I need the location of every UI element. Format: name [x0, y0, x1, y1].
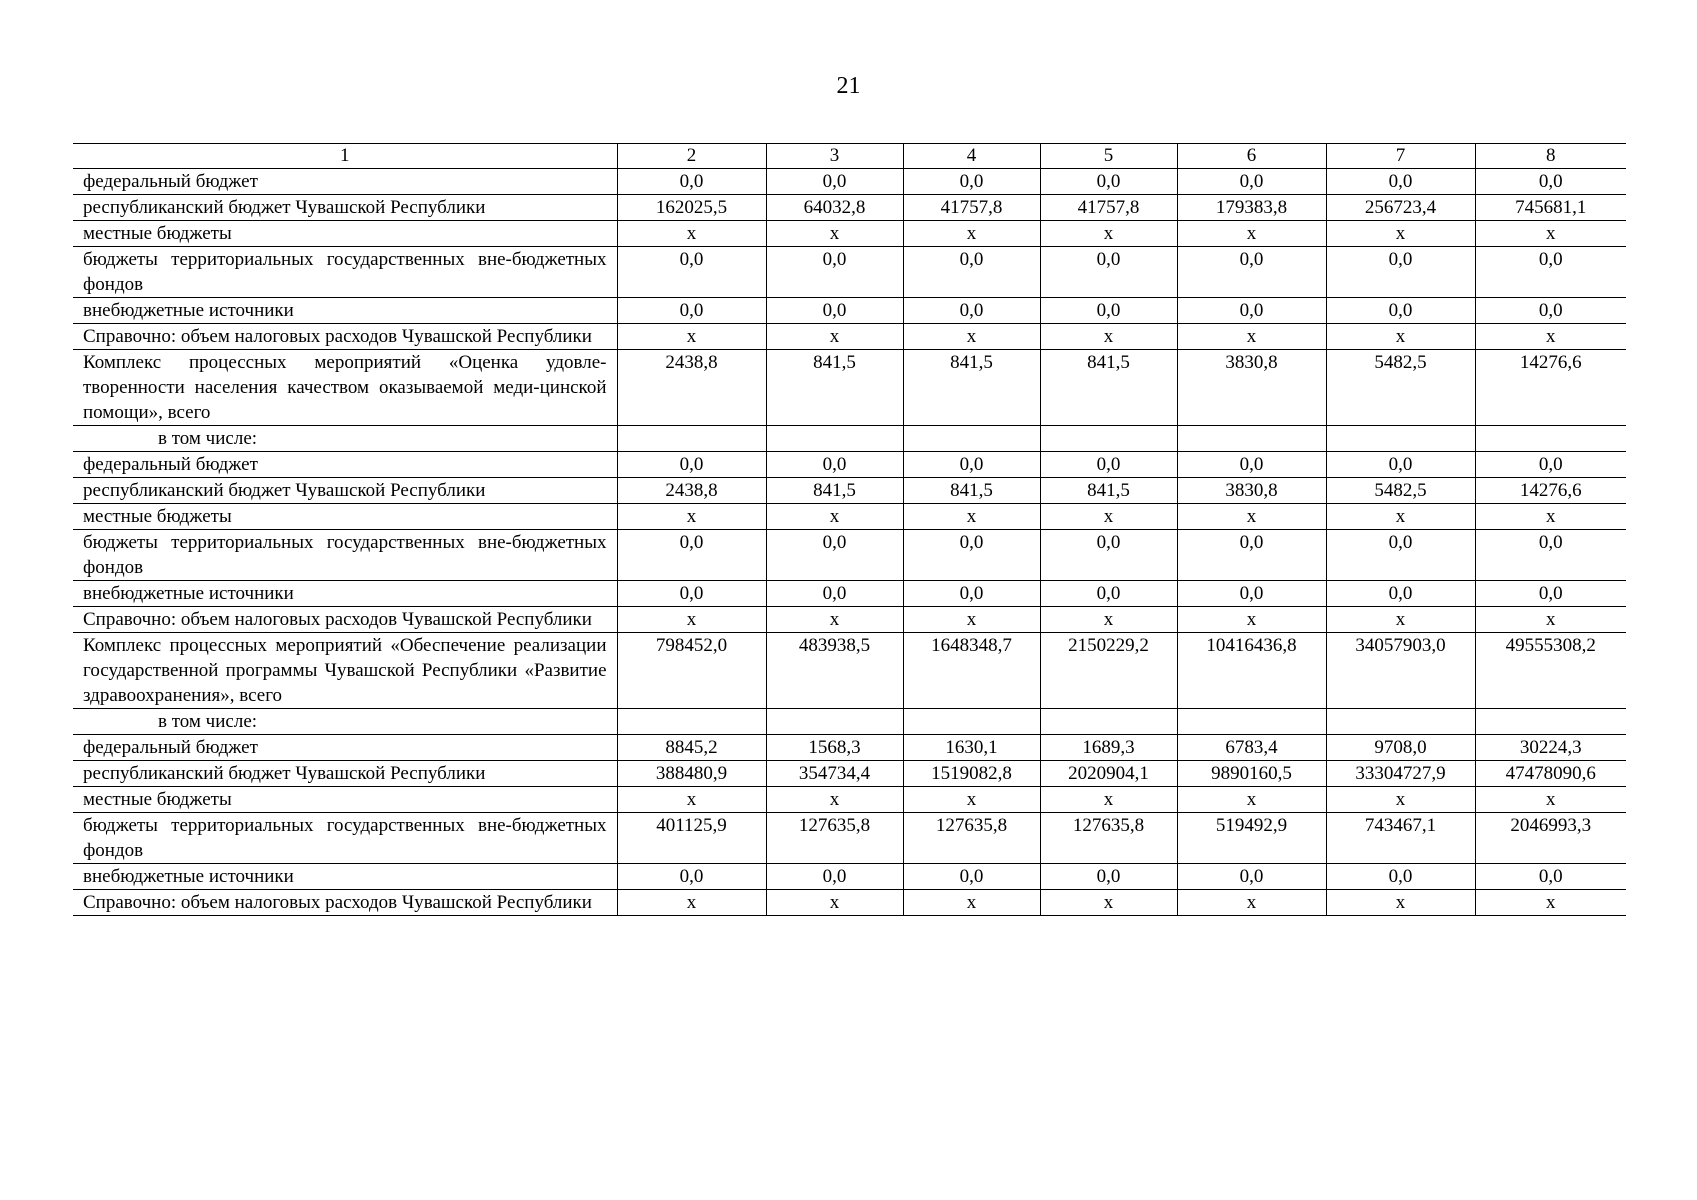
column-header: 7: [1326, 144, 1475, 169]
row-value: 841,5: [1040, 478, 1177, 504]
table-row: [73, 633, 1626, 709]
row-label: бюджеты территориальных государственных вне-бюджетных фондов: [73, 247, 617, 298]
row-value: 0,0: [1040, 581, 1177, 607]
row-label: внебюджетные источники: [73, 581, 617, 607]
row-value: x: [1326, 890, 1475, 916]
row-value: 9890160,5: [1177, 761, 1326, 787]
table-row: [73, 864, 1626, 890]
row-label: федеральный бюджет: [73, 452, 617, 478]
row-value: 34057903,0: [1326, 633, 1475, 709]
row-value: x: [617, 787, 766, 813]
row-value: x: [1475, 787, 1626, 813]
row-value: 798452,0: [617, 633, 766, 709]
row-value: x: [1177, 504, 1326, 530]
row-value: 0,0: [617, 452, 766, 478]
row-value: [617, 709, 766, 735]
row-value: 0,0: [617, 247, 766, 298]
row-value: x: [766, 787, 903, 813]
row-value: 0,0: [1177, 530, 1326, 581]
row-value: 0,0: [1475, 298, 1626, 324]
row-label: внебюджетные источники: [73, 298, 617, 324]
row-value: x: [1177, 324, 1326, 350]
row-value: 2150229,2: [1040, 633, 1177, 709]
row-value: 0,0: [1177, 298, 1326, 324]
row-label: бюджеты территориальных государственных вне-бюджетных фондов: [73, 813, 617, 864]
row-value: x: [1475, 221, 1626, 247]
row-value: [617, 426, 766, 452]
row-value: 0,0: [903, 864, 1040, 890]
row-label: республиканский бюджет Чувашской Республики: [73, 761, 617, 787]
row-value: 0,0: [766, 298, 903, 324]
column-header: 1: [73, 144, 617, 169]
row-value: [1040, 426, 1177, 452]
row-value: 5482,5: [1326, 478, 1475, 504]
row-value: 0,0: [903, 247, 1040, 298]
row-value: x: [903, 607, 1040, 633]
row-label: Справочно: объем налоговых расходов Чувашской Республики: [73, 607, 617, 633]
row-value: 1568,3: [766, 735, 903, 761]
row-value: [1475, 426, 1626, 452]
row-value: 5482,5: [1326, 350, 1475, 426]
row-value: x: [1326, 607, 1475, 633]
row-value: x: [766, 607, 903, 633]
row-value: 483938,5: [766, 633, 903, 709]
column-header: 5: [1040, 144, 1177, 169]
table-row: [73, 195, 1626, 221]
row-value: 519492,9: [1177, 813, 1326, 864]
row-label: Комплекс процессных мероприятий «Оценка удовле-творенности населения качеством оказываемой меди-цинской помощи», всего: [73, 350, 617, 426]
table-row: [73, 324, 1626, 350]
row-value: 0,0: [766, 247, 903, 298]
row-label: Справочно: объем налоговых расходов Чувашской Республики: [73, 324, 617, 350]
row-label: бюджеты территориальных государственных вне-бюджетных фондов: [73, 530, 617, 581]
row-value: 0,0: [903, 452, 1040, 478]
column-header: 6: [1177, 144, 1326, 169]
row-value: 0,0: [1040, 530, 1177, 581]
row-label: местные бюджеты: [73, 504, 617, 530]
row-value: [1177, 426, 1326, 452]
row-value: 0,0: [1177, 452, 1326, 478]
row-value: 0,0: [1475, 452, 1626, 478]
table-row: [73, 607, 1626, 633]
row-value: [1475, 709, 1626, 735]
row-value: 0,0: [766, 864, 903, 890]
row-value: x: [1475, 607, 1626, 633]
row-value: x: [766, 324, 903, 350]
row-value: 0,0: [1040, 247, 1177, 298]
row-value: 0,0: [1326, 169, 1475, 195]
row-value: 2438,8: [617, 350, 766, 426]
row-value: 0,0: [766, 452, 903, 478]
table-row: [73, 452, 1626, 478]
row-value: 0,0: [617, 530, 766, 581]
row-value: 0,0: [1475, 581, 1626, 607]
row-value: [1326, 426, 1475, 452]
row-value: 0,0: [766, 169, 903, 195]
row-value: x: [1475, 890, 1626, 916]
row-value: 388480,9: [617, 761, 766, 787]
row-value: 49555308,2: [1475, 633, 1626, 709]
row-value: x: [1475, 324, 1626, 350]
row-value: 0,0: [1040, 864, 1177, 890]
row-value: x: [1040, 607, 1177, 633]
row-label: местные бюджеты: [73, 787, 617, 813]
row-value: 41757,8: [903, 195, 1040, 221]
row-value: x: [617, 324, 766, 350]
row-value: 0,0: [903, 169, 1040, 195]
row-value: x: [766, 504, 903, 530]
row-value: x: [1040, 504, 1177, 530]
row-value: 2046993,3: [1475, 813, 1626, 864]
row-value: x: [1040, 890, 1177, 916]
row-value: 47478090,6: [1475, 761, 1626, 787]
row-value: 0,0: [1177, 247, 1326, 298]
row-value: 6783,4: [1177, 735, 1326, 761]
row-value: 256723,4: [1326, 195, 1475, 221]
column-header: 4: [903, 144, 1040, 169]
table-row: [73, 504, 1626, 530]
row-value: 3830,8: [1177, 350, 1326, 426]
row-value: 14276,6: [1475, 350, 1626, 426]
row-value: x: [903, 221, 1040, 247]
row-value: x: [617, 221, 766, 247]
row-value: 841,5: [903, 478, 1040, 504]
row-label: федеральный бюджет: [73, 735, 617, 761]
table-row: [73, 813, 1626, 864]
row-value: 0,0: [1475, 864, 1626, 890]
row-value: x: [1040, 221, 1177, 247]
table-row: [73, 298, 1626, 324]
row-value: [903, 426, 1040, 452]
row-label: внебюджетные источники: [73, 864, 617, 890]
row-value: 1630,1: [903, 735, 1040, 761]
row-value: 0,0: [617, 298, 766, 324]
row-value: x: [617, 504, 766, 530]
table-row: [73, 221, 1626, 247]
table-header-row: [73, 144, 1626, 169]
row-value: 0,0: [617, 864, 766, 890]
table-row: [73, 735, 1626, 761]
row-value: 0,0: [903, 530, 1040, 581]
row-label: республиканский бюджет Чувашской Республики: [73, 478, 617, 504]
row-value: 127635,8: [766, 813, 903, 864]
row-value: 2020904,1: [1040, 761, 1177, 787]
row-value: 841,5: [766, 350, 903, 426]
row-value: 841,5: [766, 478, 903, 504]
row-value: x: [766, 221, 903, 247]
row-value: 841,5: [903, 350, 1040, 426]
table-row: [73, 426, 1626, 452]
row-value: 1519082,8: [903, 761, 1040, 787]
table-row: [73, 890, 1626, 916]
column-header: 2: [617, 144, 766, 169]
table-row: [73, 530, 1626, 581]
row-value: 0,0: [903, 581, 1040, 607]
row-value: 841,5: [1040, 350, 1177, 426]
row-value: 0,0: [766, 581, 903, 607]
row-value: 1648348,7: [903, 633, 1040, 709]
budget-table: [73, 143, 1626, 916]
row-value: 0,0: [1177, 581, 1326, 607]
row-value: 0,0: [1475, 169, 1626, 195]
row-value: 0,0: [617, 581, 766, 607]
row-value: x: [1040, 324, 1177, 350]
row-value: x: [1177, 607, 1326, 633]
table-row: [73, 709, 1626, 735]
row-label: в том числе:: [73, 709, 617, 735]
row-value: 0,0: [1040, 298, 1177, 324]
column-header: 3: [766, 144, 903, 169]
row-value: x: [617, 607, 766, 633]
row-label: местные бюджеты: [73, 221, 617, 247]
row-value: x: [1475, 504, 1626, 530]
row-value: [1326, 709, 1475, 735]
row-value: 10416436,8: [1177, 633, 1326, 709]
row-value: x: [1326, 504, 1475, 530]
row-value: 179383,8: [1177, 195, 1326, 221]
row-value: 33304727,9: [1326, 761, 1475, 787]
row-value: x: [1177, 787, 1326, 813]
row-value: 0,0: [1326, 530, 1475, 581]
row-label: в том числе:: [73, 426, 617, 452]
row-value: 0,0: [1326, 298, 1475, 324]
table-row: [73, 787, 1626, 813]
row-value: 127635,8: [1040, 813, 1177, 864]
row-value: 0,0: [1040, 452, 1177, 478]
row-label: Справочно: объем налоговых расходов Чувашской Республики: [73, 890, 617, 916]
row-value: 0,0: [1326, 247, 1475, 298]
row-value: 0,0: [1326, 581, 1475, 607]
row-value: 1689,3: [1040, 735, 1177, 761]
row-value: x: [1326, 221, 1475, 247]
row-value: 41757,8: [1040, 195, 1177, 221]
row-value: 0,0: [1326, 452, 1475, 478]
row-value: 3830,8: [1177, 478, 1326, 504]
row-label: федеральный бюджет: [73, 169, 617, 195]
row-value: x: [903, 890, 1040, 916]
row-value: [903, 709, 1040, 735]
table-row: [73, 478, 1626, 504]
row-value: 2438,8: [617, 478, 766, 504]
table-row: [73, 169, 1626, 195]
row-value: x: [903, 324, 1040, 350]
row-value: 0,0: [1475, 530, 1626, 581]
row-label: Комплекс процессных мероприятий «Обеспечение реализации государственной программы Чувашской Республики «Развитие здравоохранения», всего: [73, 633, 617, 709]
table-row: [73, 761, 1626, 787]
row-value: 0,0: [1040, 169, 1177, 195]
row-value: x: [903, 504, 1040, 530]
table-body: [73, 144, 1626, 916]
row-value: 743467,1: [1326, 813, 1475, 864]
row-label: республиканский бюджет Чувашской Республики: [73, 195, 617, 221]
row-value: x: [766, 890, 903, 916]
row-value: [1177, 709, 1326, 735]
table-row: [73, 247, 1626, 298]
row-value: x: [1326, 324, 1475, 350]
row-value: 745681,1: [1475, 195, 1626, 221]
table-row: [73, 350, 1626, 426]
row-value: x: [1177, 221, 1326, 247]
row-value: 0,0: [617, 169, 766, 195]
row-value: 0,0: [1326, 864, 1475, 890]
row-value: 0,0: [1475, 247, 1626, 298]
row-value: x: [1177, 890, 1326, 916]
row-value: 9708,0: [1326, 735, 1475, 761]
row-value: 30224,3: [1475, 735, 1626, 761]
row-value: 401125,9: [617, 813, 766, 864]
row-value: [766, 709, 903, 735]
row-value: [1040, 709, 1177, 735]
column-header: 8: [1475, 144, 1626, 169]
row-value: 14276,6: [1475, 478, 1626, 504]
row-value: [766, 426, 903, 452]
table-row: [73, 581, 1626, 607]
row-value: 0,0: [766, 530, 903, 581]
row-value: x: [1040, 787, 1177, 813]
row-value: 0,0: [903, 298, 1040, 324]
row-value: x: [903, 787, 1040, 813]
row-value: x: [617, 890, 766, 916]
row-value: 0,0: [1177, 169, 1326, 195]
row-value: 8845,2: [617, 735, 766, 761]
page-number: 21: [836, 73, 861, 99]
row-value: 64032,8: [766, 195, 903, 221]
row-value: x: [1326, 787, 1475, 813]
row-value: 354734,4: [766, 761, 903, 787]
row-value: 127635,8: [903, 813, 1040, 864]
row-value: 162025,5: [617, 195, 766, 221]
row-value: 0,0: [1177, 864, 1326, 890]
